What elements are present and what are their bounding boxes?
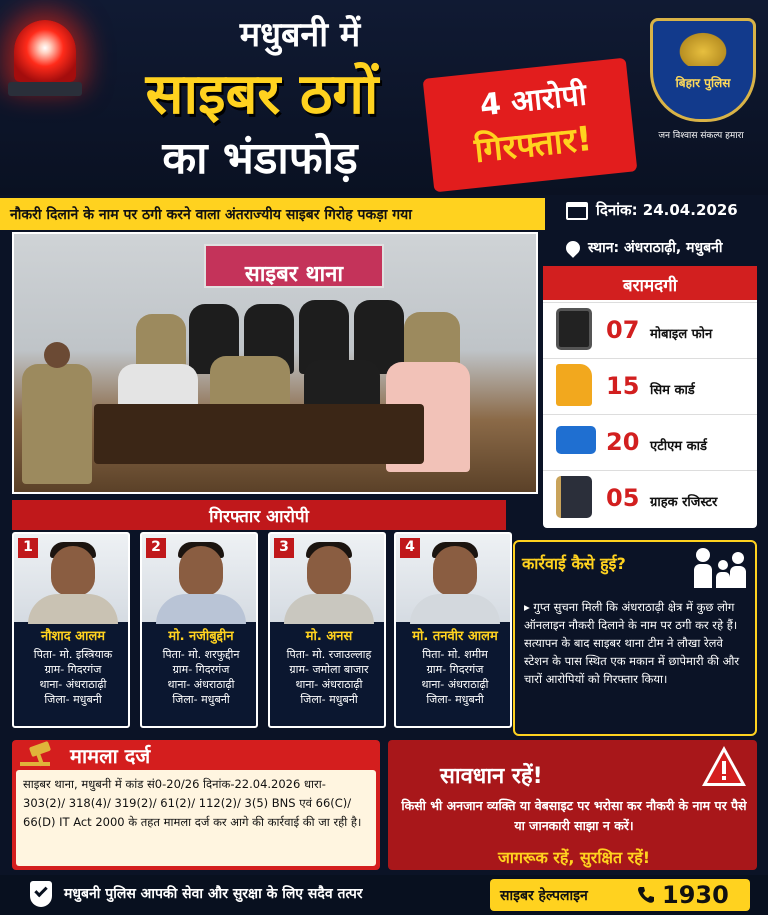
accused-info bbox=[270, 622, 386, 728]
face bbox=[433, 546, 477, 596]
accused-district: जिला- मधुबनी bbox=[172, 693, 230, 706]
shirt bbox=[410, 594, 500, 624]
accused-photo bbox=[142, 534, 258, 622]
accused-village: ग्राम- गिदरगंज bbox=[426, 663, 484, 676]
caution-title: सावधान रहें! bbox=[440, 764, 543, 789]
warning-icon bbox=[700, 744, 748, 788]
date-row bbox=[566, 200, 766, 220]
gavel-icon bbox=[20, 744, 60, 766]
recovery-label: एटीएम कार्ड bbox=[650, 439, 707, 454]
accused-info bbox=[142, 622, 258, 728]
accused-info bbox=[14, 622, 130, 728]
accused-photo bbox=[396, 534, 512, 622]
accused-father: पिता- मो. शरफुद्दीन bbox=[162, 648, 240, 661]
place-text: स्थान: अंधराठाढ़ी, मधुबनी bbox=[588, 240, 723, 256]
subheadline: नौकरी दिलाने के नाम पर ठगी करने वाला अंतराज्यीय साइबर गिरोह पकड़ा गया bbox=[0, 198, 545, 230]
arrest-badge-count: 4 आरोपी bbox=[478, 77, 589, 124]
accused-number: 4 bbox=[400, 538, 420, 558]
headline-line-3: का भंडाफोड़ bbox=[162, 133, 358, 184]
accused-name: नौशाद आलम bbox=[40, 629, 106, 644]
recovery-label: ग्राहक रजिस्टर bbox=[650, 495, 718, 510]
shield-check-icon bbox=[30, 881, 52, 907]
police-family-icon bbox=[694, 548, 746, 588]
action-title: कार्रवाई कैसे हुई? bbox=[522, 554, 626, 573]
press-photo bbox=[12, 232, 538, 494]
accused-thana: थाना- अंधराठाढ़ी bbox=[295, 678, 363, 691]
accused-thana: थाना- अंधराठाढ़ी bbox=[39, 678, 107, 691]
accused-card bbox=[394, 532, 512, 728]
action-text: ▸ गुप्त सुचना मिली कि अंधराठाढ़ी क्षेत्र में कुछ लोग ऑनलाइन नौकरी दिलाने के नाम पर ठगी कर रहे हैं। सत्यापन के बाद साइबर थाना टीम ने लौखा रेलवे स्टेशन के पास स्थित एक मकान में छापेमारी की और चारों आरोपियों को गिरफ्तार किया। bbox=[524, 600, 740, 686]
accused-number: 2 bbox=[146, 538, 166, 558]
mobile-phone-icon bbox=[556, 308, 592, 350]
shirt bbox=[284, 594, 374, 624]
recovery-count: 05 bbox=[606, 484, 640, 512]
shirt bbox=[28, 594, 118, 624]
face bbox=[51, 546, 95, 596]
accused-district: जिला- मधुबनी bbox=[426, 693, 484, 706]
case-title: मामला दर्ज bbox=[70, 744, 151, 768]
accused-thana: थाना- अंधराठाढ़ी bbox=[421, 678, 489, 691]
place-row bbox=[566, 238, 766, 257]
recovery-title: बरामदगी bbox=[543, 266, 757, 300]
phone-icon bbox=[636, 885, 656, 905]
arrest-badge-text: गिरफ्तार! bbox=[472, 118, 594, 172]
accused-number: 1 bbox=[18, 538, 38, 558]
cyber-thana-banner: साइबर थाना bbox=[204, 244, 384, 288]
figure-head bbox=[44, 342, 70, 368]
banyan-tree-icon bbox=[676, 30, 730, 66]
recovery-count: 20 bbox=[606, 428, 640, 456]
recovery-label: मोबाइल फोन bbox=[650, 327, 713, 342]
accused-father: पिता- मो. इस्त्रियाक bbox=[33, 648, 113, 661]
accused-section-title: गिरफ्तार आरोपी bbox=[12, 500, 506, 530]
logo-tagline: जन विश्वास संकल्प हमारा bbox=[658, 131, 744, 141]
face bbox=[307, 546, 351, 596]
seized-items-table bbox=[94, 404, 424, 464]
accused-name: मो. अनस bbox=[305, 629, 353, 644]
accused-district: जिला- मधुबनी bbox=[44, 693, 102, 706]
accused-village: ग्राम- जमोला बाजार bbox=[289, 663, 369, 676]
helpline-label: साइबर हेल्पलाइन bbox=[500, 888, 588, 904]
date-text: दिनांक: 24.04.2026 bbox=[596, 201, 738, 219]
helpline-number[interactable]: 1930 bbox=[662, 881, 729, 909]
accused-father: पिता- मो. शमीम bbox=[422, 648, 488, 661]
caution-text: किसी भी अनजान व्यक्ति या वेबसाइट पर भरोसा कर नौकरी के नाम पर पैसे या जानकारी साझा न करें। bbox=[401, 798, 747, 833]
accused-card bbox=[268, 532, 386, 728]
case-text: साइबर थाना, मधुबनी में कांड सं0-20/26 दिनांक-22.04.2026 धारा- 303(2)/ 318(4)/ 319(2)/ 61(2)/ 112(2)/ 3(5) BNS एवं 66(C)/ 66(D) IT Act 2000 के तहत मामला दर्ज कर आगे की कार्रवाई की जा रही है। bbox=[16, 770, 376, 866]
accused-card bbox=[140, 532, 258, 728]
register-icon bbox=[556, 476, 592, 518]
accused-card bbox=[12, 532, 130, 728]
accused-photo bbox=[14, 534, 130, 622]
recovery-label: सिम कार्ड bbox=[650, 383, 695, 398]
headline-line-1: मधुबनी में bbox=[239, 15, 361, 55]
recovery-count: 07 bbox=[606, 316, 640, 344]
logo-text: बिहार पुलिस bbox=[675, 76, 731, 90]
accused-district: जिला- मधुबनी bbox=[300, 693, 358, 706]
face bbox=[179, 546, 223, 596]
calendar-icon bbox=[566, 202, 588, 220]
accused-number: 3 bbox=[274, 538, 294, 558]
accused-info bbox=[396, 622, 512, 728]
accused-village: ग्राम- गिदरगंज bbox=[172, 663, 230, 676]
accused-name: मो. तनवीर आलम bbox=[412, 629, 498, 644]
accused-name: मो. नजीबुद्दीन bbox=[168, 629, 234, 644]
accused-photo bbox=[270, 534, 386, 622]
accused-thana: थाना- अंधराठाढ़ी bbox=[167, 678, 235, 691]
accused-village: ग्राम- गिदरगंज bbox=[44, 663, 102, 676]
caution-tagline: जागरूक रहें, सुरक्षित रहें! bbox=[497, 848, 650, 867]
shirt bbox=[156, 594, 246, 624]
accused-father: पिता- मो. रजाउल्लाह bbox=[286, 648, 372, 661]
officer-figure bbox=[22, 364, 92, 484]
recovery-count: 15 bbox=[606, 372, 640, 400]
atm-card-icon bbox=[556, 426, 596, 454]
headline-line-2: साइबर ठगों bbox=[145, 62, 379, 127]
location-pin-icon bbox=[563, 238, 583, 258]
sim-card-icon bbox=[556, 364, 592, 406]
footer-slogan: मधुबनी पुलिस आपकी सेवा और सुरक्षा के लिए सदैव तत्पर bbox=[64, 886, 363, 902]
